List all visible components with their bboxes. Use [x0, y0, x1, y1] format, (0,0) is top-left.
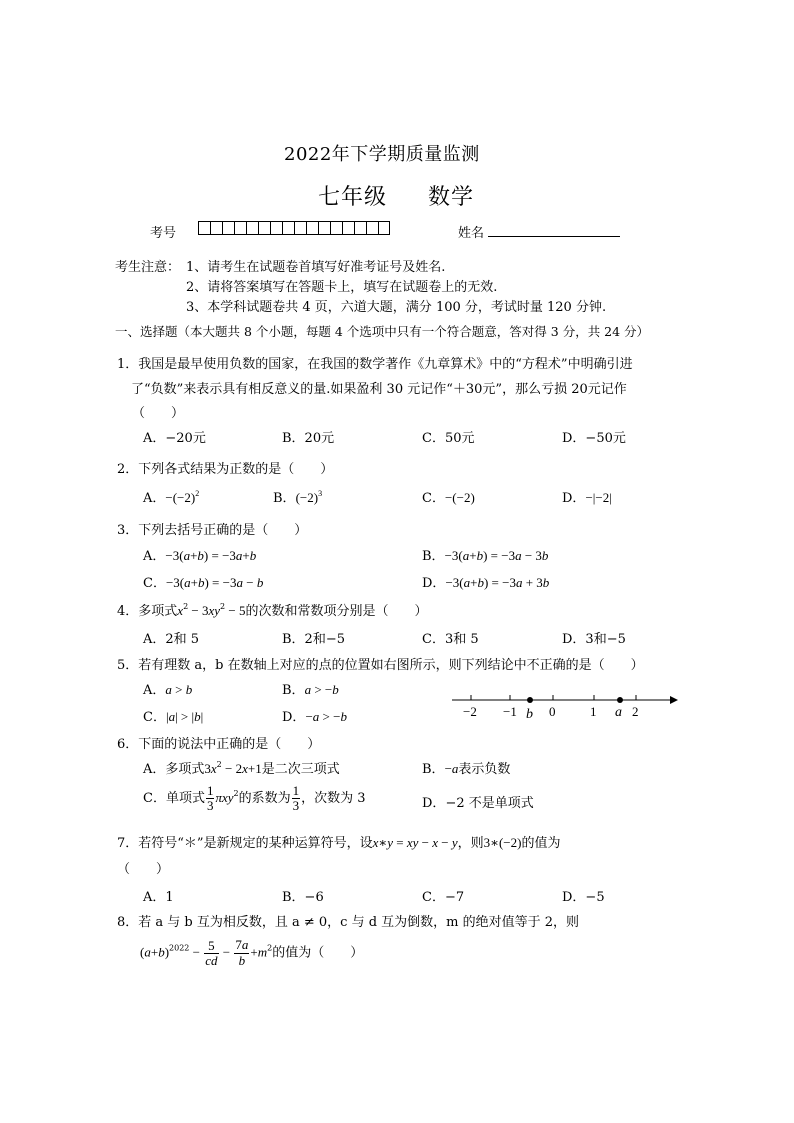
subject-label: 数学	[428, 185, 475, 210]
q3-option-c[interactable]: C．−3(a+b) = −3a − b	[143, 575, 264, 591]
q4-stem: 4．多项式$x^2 - 3xy^2 - 5$的次数和常数项分别是（ ）	[117, 602, 428, 619]
point-a-label: a	[615, 705, 622, 720]
q5-option-d[interactable]: D．−a > −b	[282, 709, 347, 725]
name-field[interactable]	[488, 220, 620, 237]
point-a-dot	[617, 697, 623, 703]
number-line-figure	[448, 690, 680, 722]
tick-label-0: 0	[549, 704, 556, 719]
q5-option-c[interactable]: C．|a| > |b|	[143, 709, 204, 725]
exam-no-boxes[interactable]	[198, 221, 390, 235]
tick-label-2: 2	[632, 704, 639, 719]
q4-option-c[interactable]: C．3和 5	[422, 632, 479, 647]
page-title: 2022年下学期质量监测	[284, 144, 480, 165]
q2-option-d[interactable]: D．−|−2|	[562, 490, 612, 506]
notice-item-2: 2、请将答案填写在答题卡上，填写在试题卷上的无效.	[186, 280, 498, 295]
q5-stem: 5．若有理数 a，b 在数轴上对应的点的位置如右图所示，则下列结论中不正确的是（ ）	[117, 658, 644, 673]
q6-option-a[interactable]: A．多项式$3x^2 - 2x+1$是二次三项式	[143, 760, 340, 777]
q6-stem: 6．下面的说法中正确的是（ ）	[117, 737, 321, 752]
point-b-dot	[527, 697, 533, 703]
grade-label: 七年级	[318, 185, 388, 210]
q1-paren: （ ）	[132, 406, 185, 421]
q3-option-b[interactable]: B．−3(a+b) = −3a − 3b	[422, 548, 549, 564]
tick-label-1: 1	[590, 704, 597, 719]
q2-option-c[interactable]: C．−(−2)	[422, 490, 475, 506]
q7-option-a[interactable]: A．1	[143, 890, 174, 905]
q6-option-b[interactable]: B．−a表示负数	[422, 761, 511, 777]
q8-expression: $(a+b)^{2022}$ − $\frac{5}{cd}$ − $\frac{7a}{b}$ $+m^2$的值为（ ）	[140, 937, 364, 968]
q4-option-d[interactable]: D．3和−5	[562, 632, 626, 647]
q2-option-b[interactable]: B．$(-2)^3$	[273, 489, 323, 506]
q3-option-d[interactable]: D．−3(a+b) = −3a + 3b	[422, 575, 550, 591]
q7-paren: （ ）	[117, 862, 170, 877]
q6-option-d[interactable]: D．−2 不是单项式	[422, 796, 534, 811]
q3-option-a[interactable]: A．−3(a+b) = −3a+b	[143, 548, 257, 564]
q1-option-d[interactable]: D．−50元	[562, 431, 626, 446]
tick-label-neg2: −2	[463, 704, 477, 719]
notice-item-1: 1、请考生在试题卷首填写好准考证号及姓名.	[186, 260, 446, 275]
arrow-right-icon	[670, 696, 678, 704]
q1-option-b[interactable]: B．20元	[282, 431, 335, 446]
q7-option-b[interactable]: B．−6	[282, 890, 324, 905]
point-b-label: b	[526, 707, 533, 722]
notice-label: 考生注意：	[115, 260, 181, 275]
name-label: 姓名	[458, 226, 485, 241]
q6-option-c[interactable]: C．单项式 $\frac{1}{3}$ πxy$^2$的系数为 $\frac{1}{3}$ ，次数为 3	[143, 783, 366, 813]
q4-option-a[interactable]: A．2和 5	[143, 632, 200, 647]
q7-option-d[interactable]: D．−5	[562, 890, 605, 905]
q8-line1: 8．若 a 与 b 互为相反数，且 a ≠ 0，c 与 d 互为倒数，m 的绝对值等于 2，则	[117, 915, 580, 930]
q3-stem: 3．下列去括号正确的是（ ）	[117, 523, 308, 538]
q4-option-b[interactable]: B．2和−5	[282, 632, 345, 647]
q1-line2: 了“负数”来表示具有相反意义的量.如果盈利 30 元记作“＋30元”，那么亏损 20元记作	[131, 382, 627, 397]
q1-option-c[interactable]: C．50元	[422, 431, 475, 446]
section-heading: 一、选择题（本大题共 8 个小题，每题 4 个选项中只有一个符合题意，答对得 3 分，共 24 分）	[115, 324, 650, 339]
q7-option-c[interactable]: C．−7	[422, 890, 465, 905]
q5-option-b[interactable]: B．a > −b	[282, 682, 339, 698]
tick-label-neg1: −1	[503, 704, 517, 719]
q1-option-a[interactable]: A．−20元	[143, 431, 206, 446]
q1-line1: 1．我国是最早使用负数的国家，在我国的数学著作《九章算术》中的“方程术”中明确引进	[117, 357, 633, 372]
q2-stem: 2．下列各式结果为正数的是（ ）	[117, 462, 334, 477]
notice-item-3: 3、本学科试题卷共 4 页，六道大题，满分 100 分，考试时量 120 分钟.	[186, 300, 607, 315]
q7-stem: 7．若符号“＊”是新规定的某种运算符号，设x∗y = xy − x − y，则3∗(−2)的值为	[117, 835, 561, 851]
exam-no-label: 考号	[150, 226, 177, 241]
q5-option-a[interactable]: A．a > b	[143, 682, 193, 698]
q2-option-a[interactable]: A．$-(-2)^2$	[143, 489, 200, 506]
